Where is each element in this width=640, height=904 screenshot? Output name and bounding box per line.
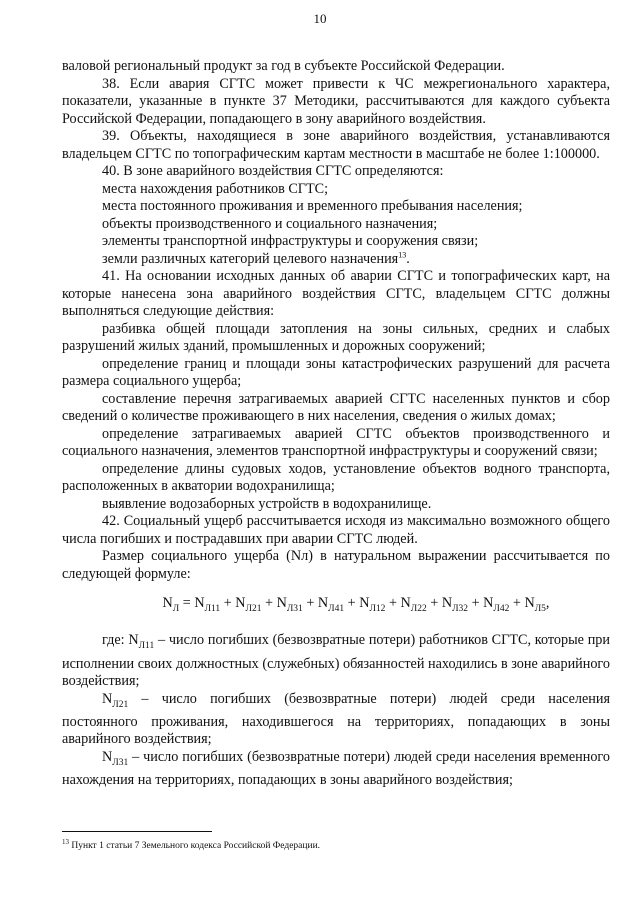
definition-prefix: где: [102,632,129,649]
formula-lhs-subscript: Л [172,603,180,614]
paragraph [62,461,610,496]
formula-term: N [194,595,205,611]
definition-variable-subscript: Л31 [112,757,129,768]
footnote-mark: 13 [62,838,69,846]
paragraph-text: 42. Социальный ущерб рассчитывается исходя из максимально возможного общего числа погибших и пострадавших при аварии СГТС людей. [62,513,610,547]
paragraph [62,548,610,583]
formula-term-subscript: Л12 [369,603,386,614]
paragraph-text: определение границ и площади зоны катастрофических разрушений для расчета размера социального ущерба; [62,355,610,389]
formula-term-subscript: Л11 [204,603,221,614]
paragraph-text: элементы транспортной инфраструктуры и сооружения связи; [102,233,479,249]
paragraph-text: определение длины судовых ходов, установление объектов водного транспорта, расположенных в акватории водохранилища; [62,460,610,494]
variable-definition [62,691,610,749]
variable-definition [62,749,610,790]
paragraph [62,496,610,514]
definition-variable-subscript: Л11 [138,641,155,652]
paragraph [62,128,610,163]
formula-term-subscript: Л21 [245,603,262,614]
definition-variable: N [102,690,113,707]
paragraph-text: 38. Если авария СГТС может привести к ЧС межрегионального характера, показатели, указанные в пункте 37 Методики, рассчитываются для каждого субъекта Российской Федерации, попадающего в зону аварийного воздействия. [62,75,610,127]
paragraph-text: разбивка общей площади затопления на зоны сильных, средних и слабых разрушений жилых зданий, промышленных и дорожных сооружений; [62,320,610,354]
paragraph-text: определение затрагиваемых аварией СГТС объектов производственного и социального назначения, элементов транспортной инфраструктуры и сооружений связи; [62,425,610,459]
formula-term-subscript: Л5 [534,603,546,614]
formula-term: N [483,595,494,611]
formula-term: N [400,595,411,611]
definition-text: – число погибших (безвозвратные потери) работников СГТС, которые при исполнении своих должностных (служебных) обязанностей находились в зоне аварийного воздействия; [62,632,610,690]
definition-text: – число погибших (безвозвратные потери) людей среди населения постоянного проживания, находившегося на территориях, попадающих в зоны аварийного воздействия; [62,690,610,748]
definition-variable: N [128,632,139,649]
paragraph-text: 40. В зоне аварийного воздействия СГТС определяются: [102,163,444,179]
paragraph [62,426,610,461]
paragraph [62,513,610,548]
formula-term-subscript: Л31 [286,603,303,614]
footnote [62,836,320,852]
paragraph-text: места постоянного проживания и временного пребывания населения; [102,198,523,214]
variable-definition [62,632,610,690]
paragraph-text: 41. На основании исходных данных об аварии СГТС и топографических карт, на которые нанесена зона аварийного воздействия СГТС, владельцем СГТС должны выполняться следующие действия: [62,268,610,319]
paragraph [62,356,610,391]
paragraph [62,163,610,181]
list-item [62,251,610,269]
paragraph-text: выявление водозаборных устройств в водохранилище. [102,495,432,512]
paragraph-continuation [62,58,610,76]
formula-term-subscript: Л41 [328,603,345,614]
list-item [62,233,610,251]
list-item [62,216,610,234]
paragraph-text: составление перечня затрагиваемых аварией СГТС населенных пунктов и сбор сведений о количестве проживающего в них населения, сведения о жилых домах; [62,390,610,424]
list-item [62,181,610,199]
formula-term: N [359,595,370,611]
document-body [62,58,610,790]
formula-term: N [524,595,535,611]
paragraph [62,76,610,129]
paragraph [62,268,610,321]
page-number: 10 [313,11,327,26]
list-item [62,198,610,216]
formula-term: N [317,595,329,611]
formula-term: N [235,595,246,611]
formula-term-subscript: Л32 [452,603,469,614]
definition-variable-subscript: Л21 [112,699,129,710]
definition-text: – число погибших (безвозвратные потери) людей среди населения временного нахождения на территориях, попадающих в зоны аварийного воздействия; [62,748,610,789]
social-damage-formula: $N_Л = N_{Л11} + N_{Л21} + N_{Л31} + N_{Л41} + N_{Л12} + N_{Л22} + N_{Л32} + N_{Л42} + N_{Л5}$, [162,595,550,614]
paragraph-text: земли различных категорий целевого назначения [102,250,399,267]
footnote-separator [62,831,212,832]
paragraph-tail: . [406,250,410,267]
formula-tail: , [545,595,550,611]
paragraph-text: объекты производственного и социального назначения; [102,215,438,232]
formula-term: N [441,595,453,611]
formula-term: N [276,595,287,611]
paragraph [62,321,610,356]
paragraph-text: валовой региональный продукт за год в субъекте Российской Федерации. [62,58,505,74]
footnote-text: Пункт 1 статьи 7 Земельного кодекса Российской Федерации. [69,841,321,852]
paragraph [62,391,610,426]
paragraph-text: места нахождения работников СГТС; [102,180,329,197]
footnote-reference: 13 [398,249,407,259]
definition-variable: N [102,748,113,765]
formula-lhs: N [162,595,173,611]
formula-term-subscript: Л22 [410,603,427,614]
paragraph-text: 39. Объекты, находящиеся в зоне аварийного воздействия, устанавливаются владельцем СГТС по топографическим картам местности в масштабе не более 1:100000. [62,128,610,162]
formula-term-subscript: Л42 [493,603,510,614]
paragraph-text: Размер социального ущерба (Nл) в натуральном выражении рассчитывается по следующей формуле: [62,548,610,582]
